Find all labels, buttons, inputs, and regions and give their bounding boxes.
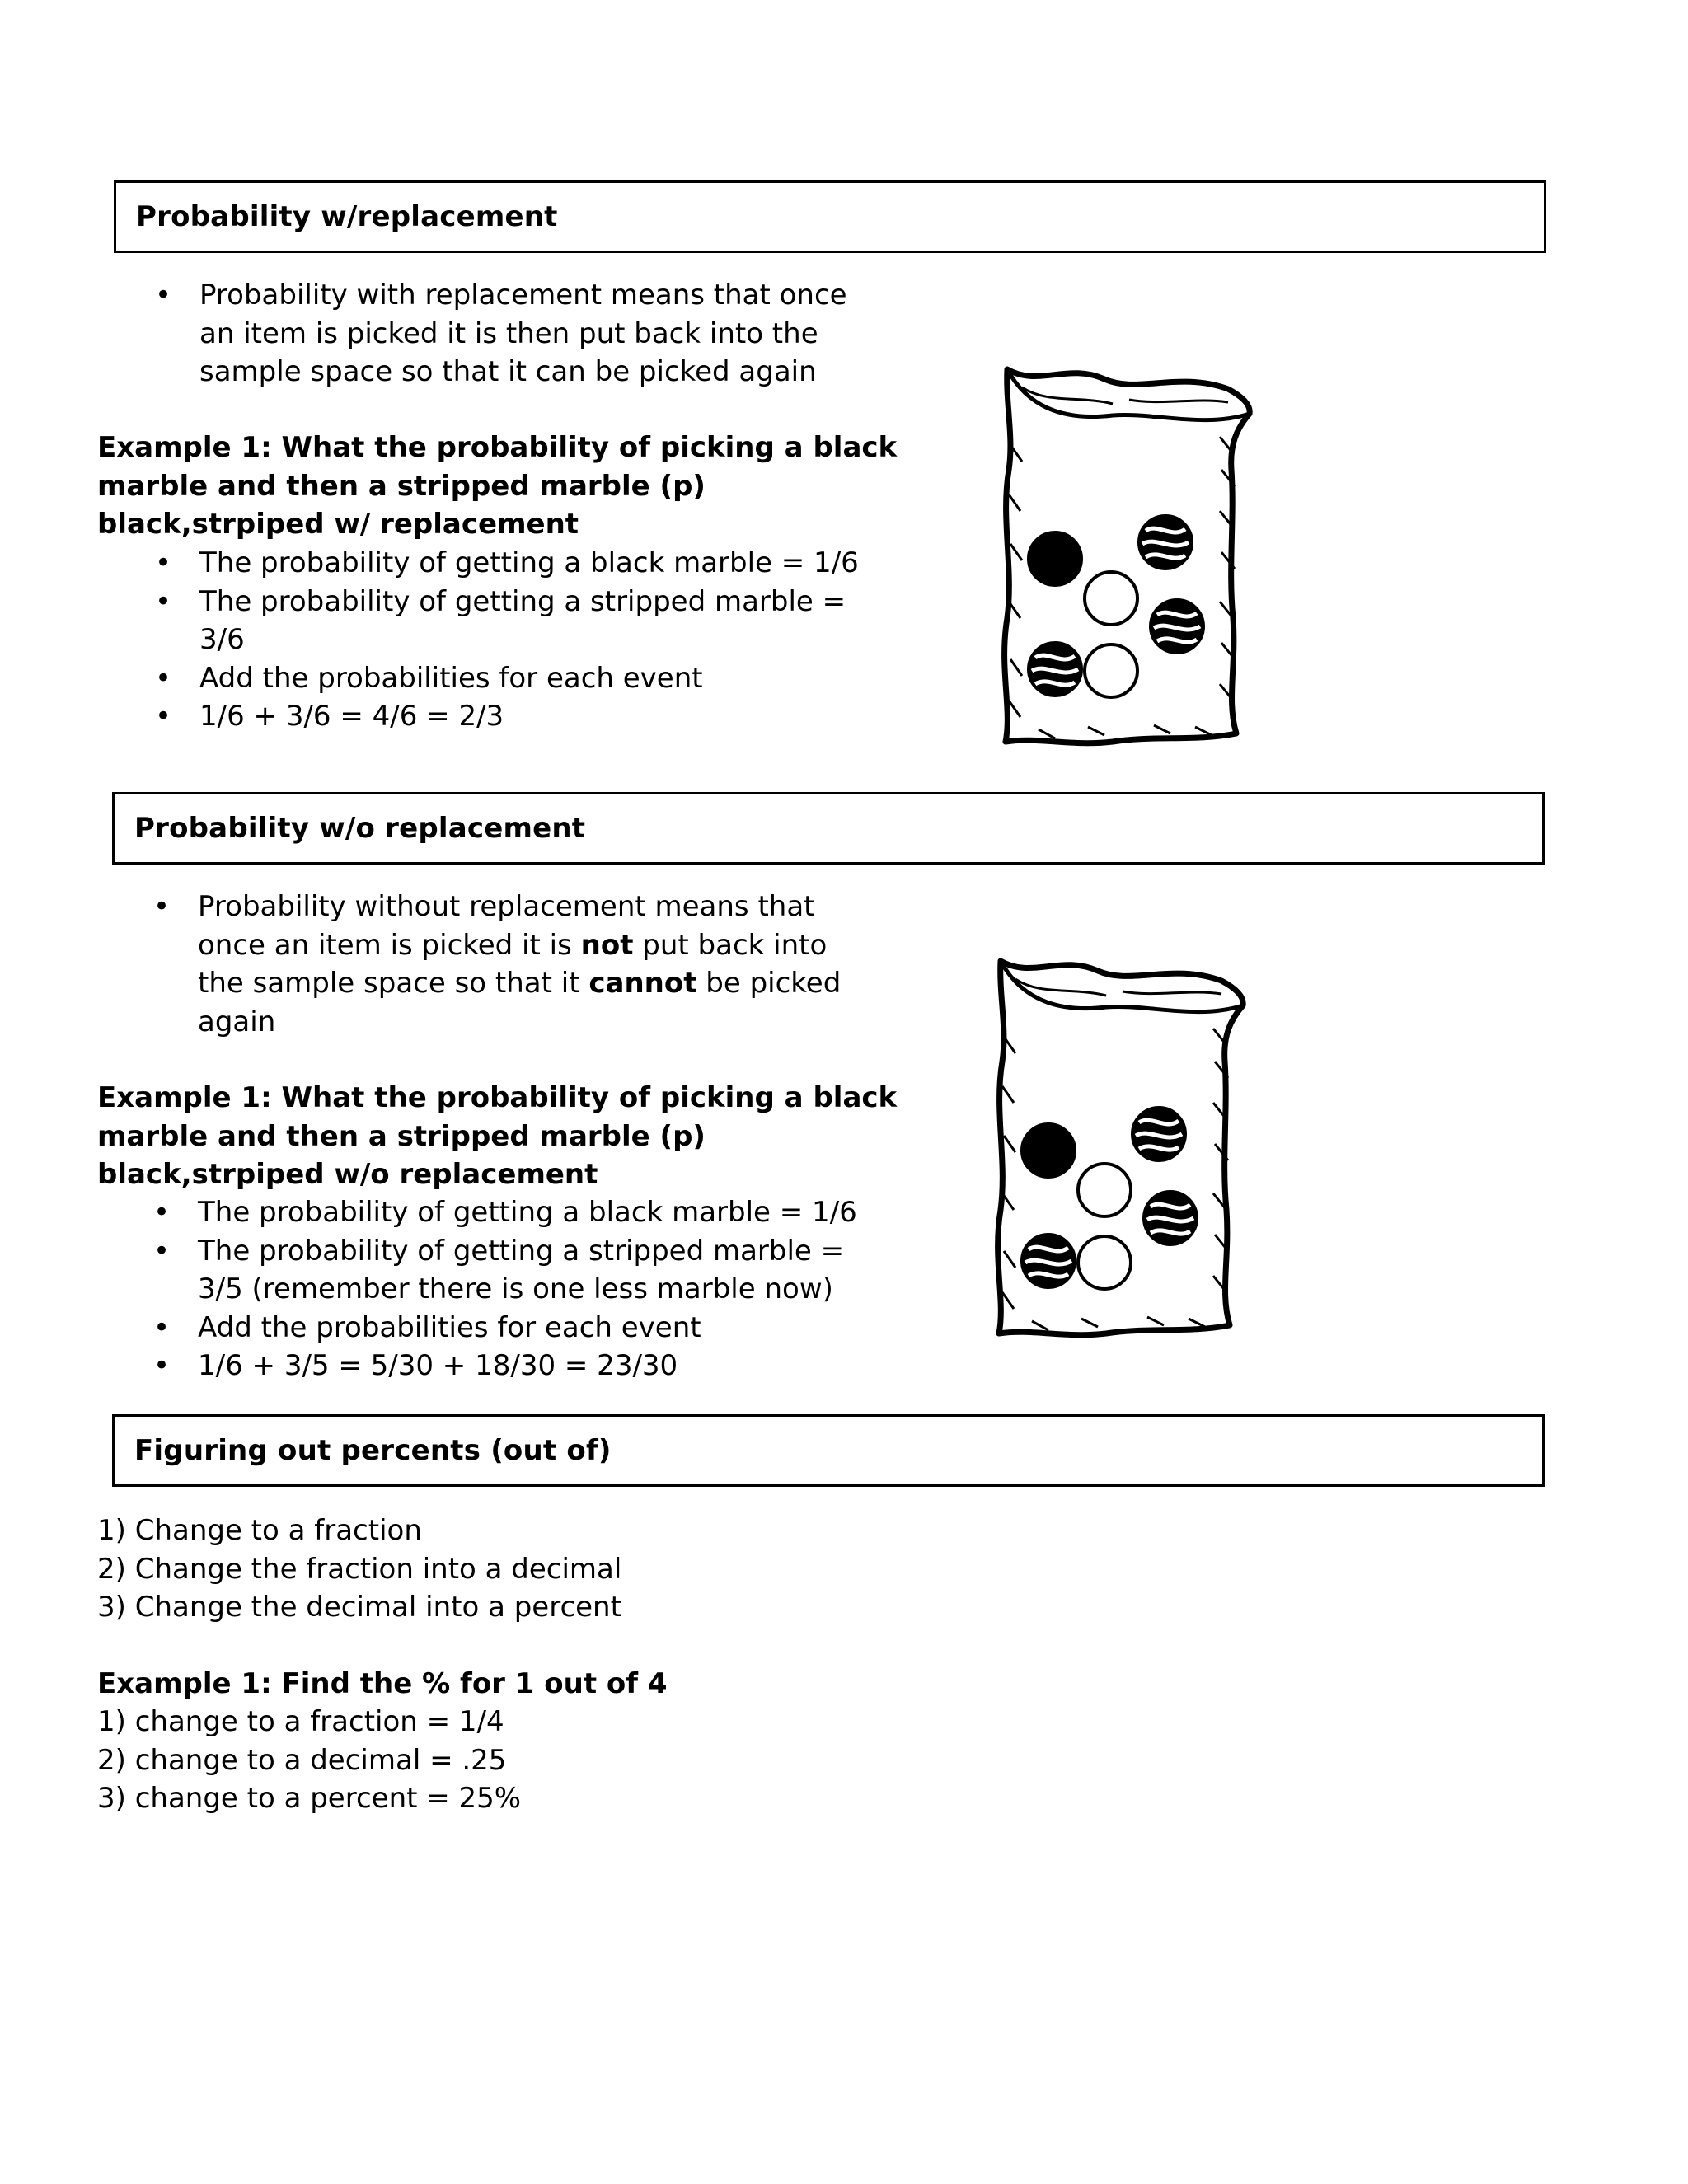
- definition-line: • Probability without replacement means that: [198, 890, 815, 923]
- example-heading: [97, 1079, 898, 1194]
- example-line: black,strpiped w/o replacement: [97, 1158, 598, 1191]
- step-item: [99, 583, 859, 659]
- definition-text: the sample space so that it: [198, 967, 589, 1000]
- example-step: 3) change to a percent = 25%: [97, 1782, 522, 1815]
- striped-marble-icon: [1151, 600, 1203, 653]
- example-step: 1) change to a fraction = 1/4: [97, 1705, 504, 1738]
- example-steps: [97, 1703, 521, 1818]
- step-text: • The probability of getting a stripped marble =: [199, 584, 846, 618]
- step-item: [97, 1347, 857, 1385]
- section-title: Probability w/replacement: [136, 200, 558, 233]
- method-steps: [97, 1511, 621, 1627]
- black-marble-icon: [1022, 1124, 1075, 1177]
- step-item: [97, 1232, 857, 1309]
- step-item: [99, 697, 859, 736]
- white-marble-icon: [1085, 644, 1137, 697]
- striped-marble-icon: [1132, 1108, 1185, 1160]
- example-step: 2) change to a decimal = .25: [97, 1743, 507, 1777]
- step-text: 1/6 + 3/5 = 5/30 + 18/30 = 23/30: [198, 1349, 678, 1382]
- example-heading: [97, 429, 898, 544]
- emphasis-not: not: [580, 928, 634, 962]
- step-text: 3/6: [199, 623, 245, 656]
- section-title: Probability w/o replacement: [134, 812, 586, 845]
- step-item: [99, 544, 859, 583]
- example-heading: [97, 1665, 839, 1704]
- striped-marble-icon: [1139, 516, 1192, 569]
- step-item: [99, 659, 859, 698]
- emphasis-cannot: cannot: [588, 967, 697, 1000]
- definition-line: an item is picked it is then put back into the: [199, 316, 818, 350]
- white-marble-icon: [1078, 1236, 1131, 1289]
- section-header-percents: [112, 1414, 1545, 1487]
- step-text: 3/5 (remember there is one less marble now): [198, 1272, 833, 1305]
- step-text: 1/6 + 3/6 = 4/6 = 2/3: [199, 700, 504, 733]
- step-item: [97, 1309, 857, 1347]
- black-marble-icon: [1029, 532, 1081, 585]
- definition-line: again: [198, 1005, 276, 1038]
- example-line: marble and then a stripped marble (p): [97, 469, 706, 503]
- definition-text: put back into: [633, 928, 828, 962]
- method-step: 2) Change the fraction into a decimal: [97, 1552, 622, 1586]
- definition-list: [97, 888, 841, 1041]
- example-line: Example 1: What the probability of picking a black: [97, 1081, 898, 1114]
- striped-marble-icon: [1144, 1192, 1197, 1244]
- definition-list: [99, 276, 847, 391]
- step-text: Add the probabilities for each event: [198, 1310, 701, 1344]
- definition-text: be picked: [696, 967, 842, 1000]
- section-title: Figuring out percents (out of): [134, 1434, 612, 1467]
- section-header-without-replacement: [112, 792, 1545, 865]
- white-marble-icon: [1078, 1164, 1131, 1216]
- section-header-with-replacement: [114, 180, 1546, 253]
- method-step: 1) Change to a fraction: [97, 1514, 422, 1547]
- example-line: marble and then a stripped marble (p): [97, 1119, 706, 1153]
- striped-marble-icon: [1022, 1235, 1075, 1287]
- example-steps: [99, 544, 859, 736]
- definition-item: [97, 888, 841, 1041]
- white-marble-icon: [1085, 572, 1137, 625]
- step-text: Add the probabilities for each event: [199, 661, 703, 695]
- marble-bag-illustration: [982, 946, 1263, 1350]
- definition-line: [198, 926, 841, 965]
- definition-text: once an item is picked it is: [198, 928, 581, 962]
- step-item: [97, 1193, 857, 1232]
- definition-line: sample space so that it can be picked again: [199, 355, 817, 388]
- example-line: Example 1: Find the % for 1 out of 4: [97, 1667, 668, 1700]
- method-step: 3) Change the decimal into a percent: [97, 1591, 621, 1624]
- example-line: Example 1: What the probability of picking a black: [97, 431, 898, 464]
- definition-item: [99, 276, 847, 391]
- definition-line: • Probability with replacement means that once: [199, 279, 847, 312]
- example-steps: [97, 1193, 857, 1385]
- definition-line: [198, 964, 841, 1003]
- step-text: The probability of getting a black marble = 1/6: [199, 546, 859, 579]
- striped-marble-icon: [1029, 643, 1081, 696]
- step-text: • The probability of getting a stripped marble =: [198, 1234, 845, 1268]
- marble-bag-illustration: [989, 354, 1269, 758]
- step-text: The probability of getting a black marble = 1/6: [198, 1196, 857, 1229]
- example-line: black,strpiped w/ replacement: [97, 508, 579, 541]
